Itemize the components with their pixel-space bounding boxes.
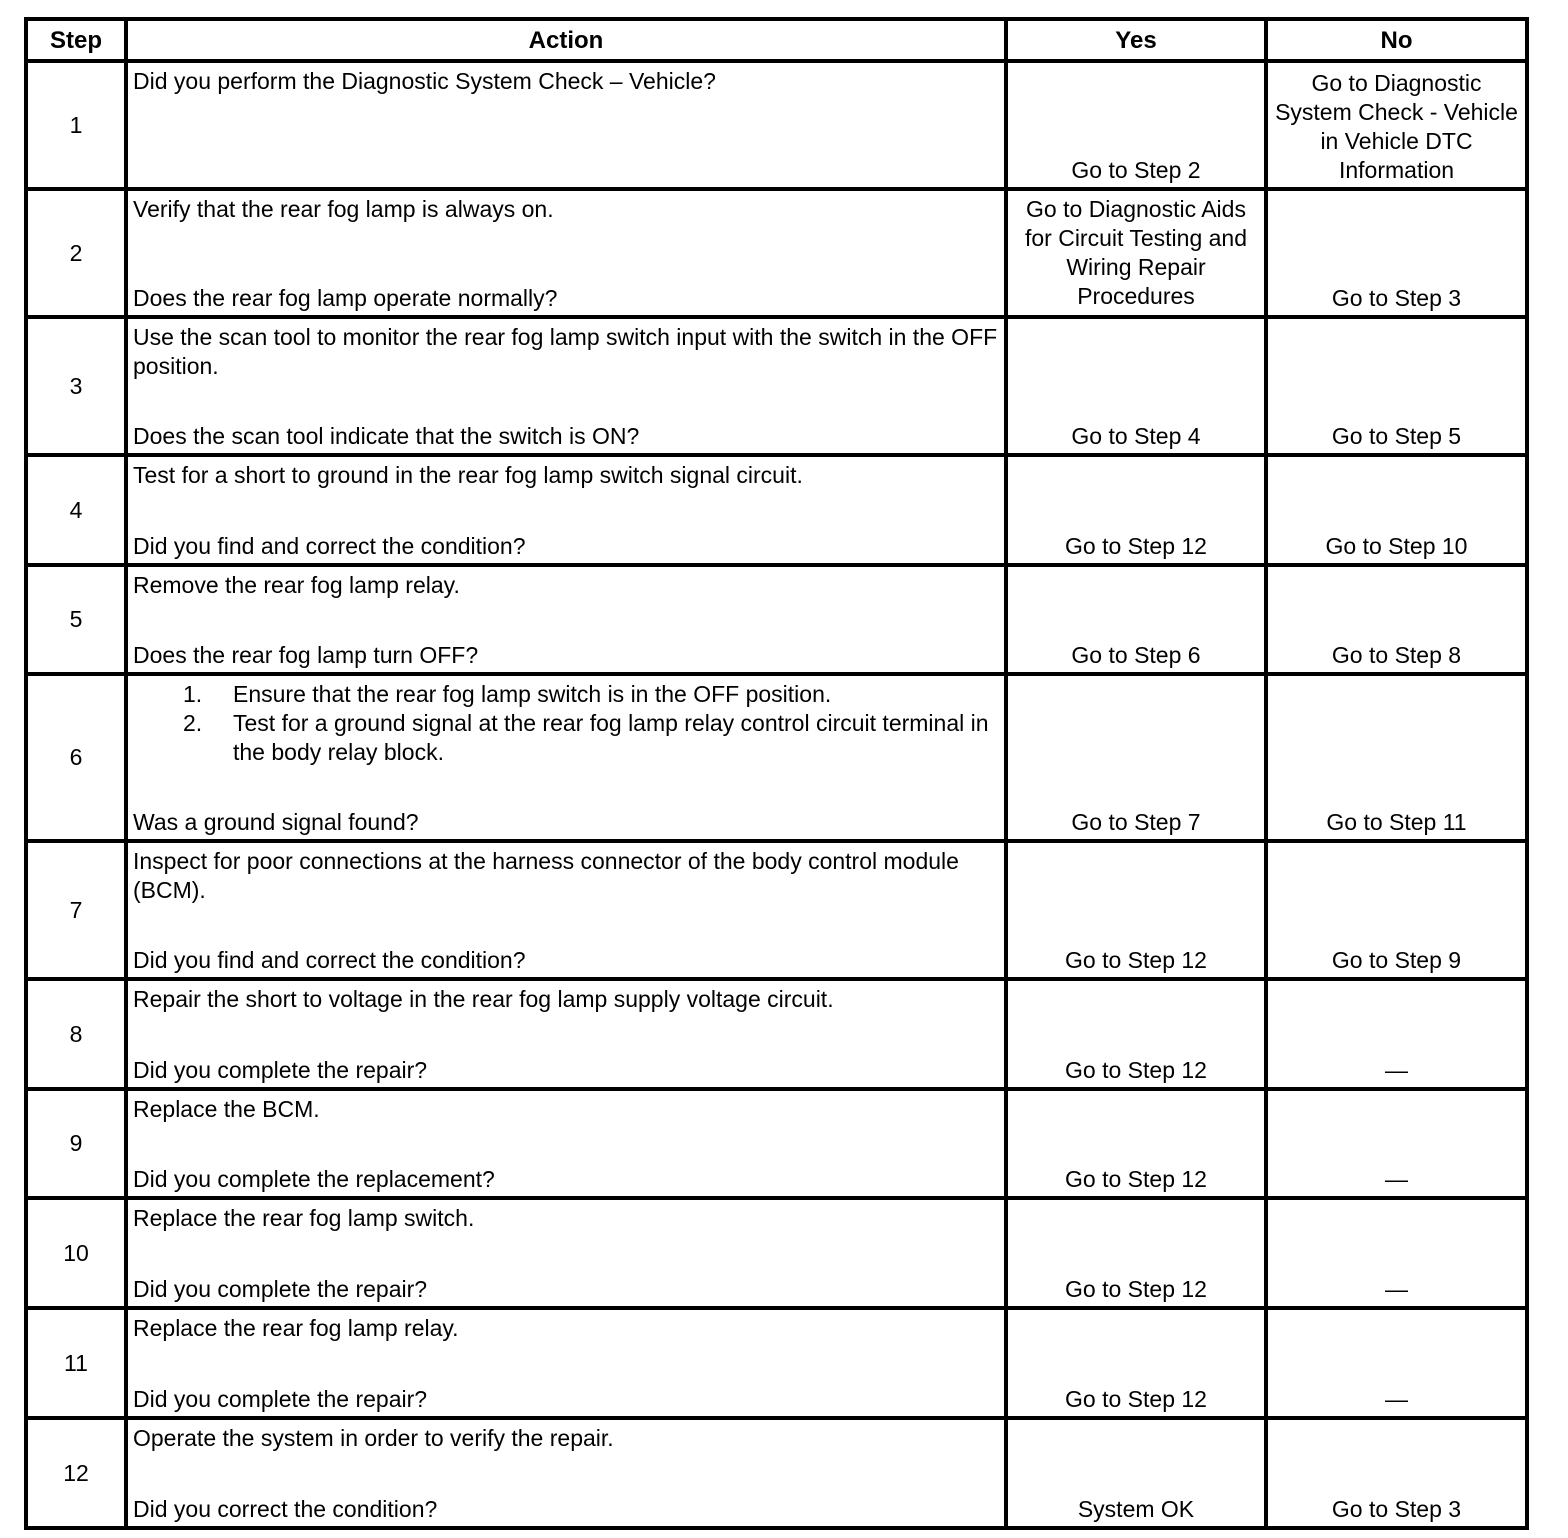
action-question: Did you complete the repair? xyxy=(133,1276,428,1302)
action-body xyxy=(133,1095,1000,1124)
action-body xyxy=(133,461,1000,490)
no-result: Go to Step 10 xyxy=(1266,455,1527,565)
action-cell xyxy=(126,455,1006,565)
step-number: 6 xyxy=(26,674,126,841)
action-instruction: Did you perform the Diagnostic System Check – Vehicle? xyxy=(133,68,716,94)
action-content xyxy=(133,461,1000,561)
no-result: — xyxy=(1266,1198,1527,1308)
header-action: Action xyxy=(126,19,1006,61)
table-row xyxy=(26,1308,1527,1418)
yes-result: Go to Step 7 xyxy=(1006,674,1266,841)
table-row xyxy=(26,565,1527,674)
action-instruction: Verify that the rear fog lamp is always on. xyxy=(133,196,554,222)
no-result: Go to Step 9 xyxy=(1266,841,1527,979)
action-cell xyxy=(126,1198,1006,1308)
action-cell xyxy=(126,979,1006,1089)
no-result: Go to Step 5 xyxy=(1266,317,1527,455)
action-cell xyxy=(126,61,1006,189)
yes-result: Go to Step 12 xyxy=(1006,455,1266,565)
action-cell xyxy=(126,189,1006,317)
action-instruction: Use the scan tool to monitor the rear fog lamp switch input with the switch in the OFF position. xyxy=(133,324,998,379)
action-content xyxy=(133,1314,1000,1414)
table-body xyxy=(26,61,1527,1528)
list-item-text: Ensure that the rear fog lamp switch is in the OFF position. xyxy=(233,681,832,707)
list-item-number: 2. xyxy=(183,710,203,736)
action-body xyxy=(133,195,1000,224)
action-cell xyxy=(126,1089,1006,1198)
action-question: Did you correct the condition? xyxy=(133,1496,438,1522)
action-content xyxy=(133,571,1000,670)
action-question: Does the rear fog lamp turn OFF? xyxy=(133,642,479,668)
table-row xyxy=(26,979,1527,1089)
action-cell xyxy=(126,674,1006,841)
action-content xyxy=(133,1424,1000,1524)
yes-result: Go to Step 12 xyxy=(1006,1089,1266,1198)
action-body xyxy=(133,985,1000,1014)
action-instruction: Replace the rear fog lamp relay. xyxy=(133,1315,459,1341)
action-instruction: Operate the system in order to verify the repair. xyxy=(133,1425,614,1451)
no-result: Go to Step 3 xyxy=(1266,189,1527,317)
action-cell xyxy=(126,1418,1006,1528)
action-content xyxy=(133,985,1000,1085)
action-instruction: Inspect for poor connections at the harness connector of the body control module (BCM). xyxy=(133,848,959,903)
action-body xyxy=(133,1314,1000,1343)
action-question: Did you complete the replacement? xyxy=(133,1166,495,1192)
action-question: Was a ground signal found? xyxy=(133,809,419,835)
action-content xyxy=(133,323,1000,451)
header-row xyxy=(26,19,1527,61)
table-row xyxy=(26,1089,1527,1198)
action-cell xyxy=(126,1308,1006,1418)
yes-result: Go to Step 2 xyxy=(1006,61,1266,189)
step-number: 8 xyxy=(26,979,126,1089)
no-result: Go to Step 3 xyxy=(1266,1418,1527,1528)
action-cell xyxy=(126,841,1006,979)
list-item-text: Test for a ground signal at the rear fog lamp relay control circuit terminal in the body relay block. xyxy=(233,710,989,765)
table-row xyxy=(26,1198,1527,1308)
no-result: — xyxy=(1266,1089,1527,1198)
table-row xyxy=(26,317,1527,455)
list-item xyxy=(133,680,1000,709)
step-number: 5 xyxy=(26,565,126,674)
yes-result: System OK xyxy=(1006,1418,1266,1528)
list-item xyxy=(133,709,1000,767)
no-result: — xyxy=(1266,979,1527,1089)
no-result: Go to Step 8 xyxy=(1266,565,1527,674)
action-body xyxy=(133,67,1000,96)
yes-result: Go to Step 12 xyxy=(1006,1308,1266,1418)
table-row xyxy=(26,841,1527,979)
action-body xyxy=(133,571,1000,600)
header-yes: Yes xyxy=(1006,19,1266,61)
table-row xyxy=(26,674,1527,841)
yes-result: Go to Step 12 xyxy=(1006,979,1266,1089)
yes-result: Go to Diagnostic Aids for Circuit Testing and Wiring Repair Procedures xyxy=(1006,189,1266,317)
action-question: Does the rear fog lamp operate normally? xyxy=(133,285,558,311)
action-body xyxy=(133,680,1000,767)
no-result: Go to Step 11 xyxy=(1266,674,1527,841)
action-cell xyxy=(126,565,1006,674)
step-number: 12 xyxy=(26,1418,126,1528)
action-content xyxy=(133,195,1000,313)
step-number: 10 xyxy=(26,1198,126,1308)
action-body xyxy=(133,1204,1000,1233)
list-item-number: 1. xyxy=(183,681,203,707)
action-content xyxy=(133,1204,1000,1304)
action-instruction: Repair the short to voltage in the rear fog lamp supply voltage circuit. xyxy=(133,986,834,1012)
action-cell xyxy=(126,317,1006,455)
yes-result: Go to Step 6 xyxy=(1006,565,1266,674)
step-number: 4 xyxy=(26,455,126,565)
header-step: Step xyxy=(26,19,126,61)
action-instruction: Replace the rear fog lamp switch. xyxy=(133,1205,475,1231)
yes-result: Go to Step 4 xyxy=(1006,317,1266,455)
action-question: Does the scan tool indicate that the switch is ON? xyxy=(133,423,640,449)
action-body xyxy=(133,323,1000,381)
action-question: Did you find and correct the condition? xyxy=(133,533,526,559)
no-result: Go to Diagnostic System Check - Vehicle in Vehicle DTC Information xyxy=(1266,61,1527,189)
step-number: 1 xyxy=(26,61,126,189)
action-instruction: Test for a short to ground in the rear fog lamp switch signal circuit. xyxy=(133,462,803,488)
step-number: 11 xyxy=(26,1308,126,1418)
step-number: 9 xyxy=(26,1089,126,1198)
action-question: Did you complete the repair? xyxy=(133,1386,428,1412)
no-result: — xyxy=(1266,1308,1527,1418)
action-instruction: Remove the rear fog lamp relay. xyxy=(133,572,460,598)
diagnostic-table xyxy=(24,17,1529,1530)
table-row xyxy=(26,1418,1527,1528)
step-number: 3 xyxy=(26,317,126,455)
step-number: 2 xyxy=(26,189,126,317)
yes-result: Go to Step 12 xyxy=(1006,1198,1266,1308)
header-no: No xyxy=(1266,19,1527,61)
step-number: 7 xyxy=(26,841,126,979)
action-content xyxy=(133,67,1000,185)
table-row xyxy=(26,189,1527,317)
action-content xyxy=(133,847,1000,975)
action-question: Did you find and correct the condition? xyxy=(133,947,526,973)
action-steps-list xyxy=(133,680,1000,767)
action-body xyxy=(133,1424,1000,1453)
action-question: Did you complete the repair? xyxy=(133,1057,428,1083)
yes-result: Go to Step 12 xyxy=(1006,841,1266,979)
table-row xyxy=(26,61,1527,189)
action-instruction: Replace the BCM. xyxy=(133,1096,320,1122)
action-content xyxy=(133,1095,1000,1194)
action-content xyxy=(133,680,1000,837)
action-body xyxy=(133,847,1000,905)
table-row xyxy=(26,455,1527,565)
